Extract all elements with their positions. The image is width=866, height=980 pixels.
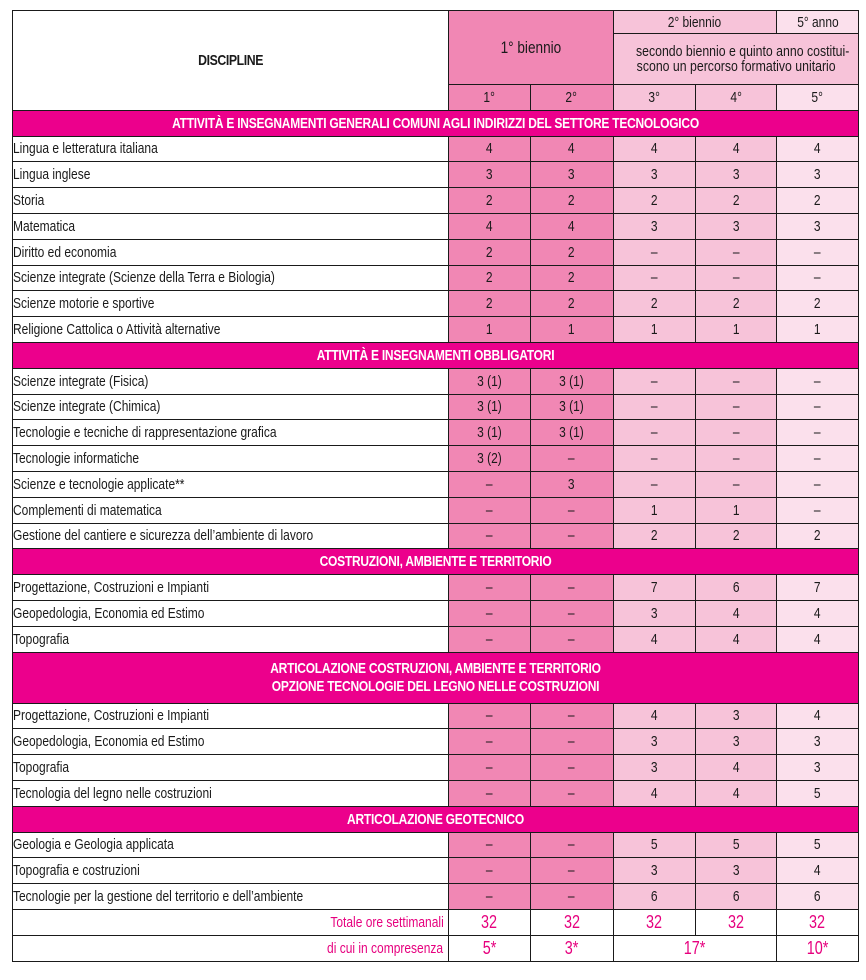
copresence-label: di cui in compresenza (13, 935, 449, 961)
hours-year-5: – (776, 420, 858, 446)
table-row (13, 703, 859, 729)
hours-year-5: 3 (776, 162, 858, 188)
subject-name: Matematica (13, 213, 449, 239)
hours-year-4: 3 (695, 162, 776, 188)
subject-name: Tecnologia del legno nelle costruzioni (13, 780, 449, 806)
hours-year-2: – (530, 600, 613, 626)
weekly-total-value: 32 (448, 909, 530, 935)
hours-year-2: – (530, 729, 613, 755)
table-row (13, 291, 859, 317)
hours-year-2: – (530, 626, 613, 652)
hours-year-1: – (448, 626, 530, 652)
hours-year-5: 4 (776, 858, 858, 884)
hours-year-1: 3 (448, 162, 530, 188)
hours-year-3: 3 (613, 600, 695, 626)
table-row (13, 626, 859, 652)
table-row (13, 523, 859, 549)
subject-name: Tecnologie e tecniche di rappresentazione grafica (13, 420, 449, 446)
subject-name: Diritto ed economia (13, 239, 449, 265)
hours-year-5: 3 (776, 755, 858, 781)
section-header (13, 549, 859, 575)
table-row (13, 394, 859, 420)
copresence-years-3-4: 17* (613, 935, 776, 961)
weekly-total-label: Totale ore settimanali (13, 909, 449, 935)
hours-year-3: 3 (613, 729, 695, 755)
first-biennio-header: 1° biennio (448, 11, 613, 85)
hours-year-3: 6 (613, 884, 695, 910)
hours-year-2: 1 (530, 317, 613, 343)
hours-year-5: – (776, 471, 858, 497)
section-header (13, 652, 859, 703)
hours-year-1: – (448, 523, 530, 549)
hours-year-3: 4 (613, 136, 695, 162)
table-body (13, 110, 859, 909)
weekly-total-value: 32 (530, 909, 613, 935)
table-row (13, 162, 859, 188)
hours-year-3: – (613, 471, 695, 497)
hours-year-3: 7 (613, 575, 695, 601)
hours-year-1: – (448, 884, 530, 910)
hours-year-5: 3 (776, 729, 858, 755)
hours-year-4: 6 (695, 575, 776, 601)
hours-year-1: – (448, 600, 530, 626)
copresence-year-2: 3* (530, 935, 613, 961)
table-row (13, 471, 859, 497)
year-5-header: 5° (776, 85, 858, 111)
table-row (13, 213, 859, 239)
table-row (13, 575, 859, 601)
hours-year-4: – (695, 368, 776, 394)
hours-year-1: – (448, 832, 530, 858)
hours-year-2: – (530, 703, 613, 729)
hours-year-2: 4 (530, 213, 613, 239)
hours-year-4: 4 (695, 136, 776, 162)
hours-year-3: 4 (613, 780, 695, 806)
table-row (13, 188, 859, 214)
section-header (13, 806, 859, 832)
discipline-header: DISCIPLINE (13, 11, 449, 111)
section-subtitle: OPZIONE TECNOLOGIE DEL LEGNO NELLE COSTRUZIONI (271, 677, 600, 695)
hours-year-2: – (530, 884, 613, 910)
section-title-cell (13, 342, 859, 368)
hours-year-5: 5 (776, 832, 858, 858)
subject-name: Geopedologia, Economia ed Estimo (13, 600, 449, 626)
table-row (13, 729, 859, 755)
year-3-header: 3° (613, 85, 695, 111)
hours-year-2: – (530, 832, 613, 858)
hours-year-1: – (448, 703, 530, 729)
hours-year-3: – (613, 265, 695, 291)
hours-year-1: – (448, 858, 530, 884)
copresence-row (13, 935, 859, 961)
hours-year-1: 2 (448, 291, 530, 317)
hours-year-4: – (695, 265, 776, 291)
subject-name: Scienze motorie e sportive (13, 291, 449, 317)
hours-year-4: 3 (695, 213, 776, 239)
hours-year-5: – (776, 239, 858, 265)
hours-year-3: 3 (613, 858, 695, 884)
copresence-year-5: 10* (776, 935, 858, 961)
hours-year-1: 3 (1) (448, 420, 530, 446)
hours-year-4: 2 (695, 188, 776, 214)
hours-year-1: 4 (448, 136, 530, 162)
hours-year-5: 4 (776, 703, 858, 729)
subject-name: Progettazione, Costruzioni e Impianti (13, 703, 449, 729)
hours-year-5: – (776, 265, 858, 291)
subject-name: Topografia e costruzioni (13, 858, 449, 884)
hours-year-3: 2 (613, 291, 695, 317)
hours-year-3: 5 (613, 832, 695, 858)
hours-year-5: 4 (776, 600, 858, 626)
copresence-year-1: 5* (448, 935, 530, 961)
fifth-year-header: 5° anno (776, 11, 858, 34)
hours-year-1: 2 (448, 265, 530, 291)
hours-year-3: 3 (613, 162, 695, 188)
subject-name: Complementi di matematica (13, 497, 449, 523)
table-row (13, 265, 859, 291)
hours-year-5: 2 (776, 188, 858, 214)
hours-year-1: – (448, 497, 530, 523)
section-header (13, 342, 859, 368)
hours-year-5: 7 (776, 575, 858, 601)
hours-year-2: 4 (530, 136, 613, 162)
table-row (13, 317, 859, 343)
hours-year-3: – (613, 239, 695, 265)
hours-year-4: 5 (695, 832, 776, 858)
hours-year-1: 3 (1) (448, 394, 530, 420)
hours-year-3: 1 (613, 317, 695, 343)
hours-year-1: – (448, 755, 530, 781)
hours-year-3: – (613, 420, 695, 446)
hours-year-5: 4 (776, 626, 858, 652)
hours-year-3: 1 (613, 497, 695, 523)
hours-year-1: 3 (1) (448, 368, 530, 394)
hours-year-2: – (530, 780, 613, 806)
hours-year-5: 5 (776, 780, 858, 806)
hours-year-1: 2 (448, 188, 530, 214)
section-title: ATTIVITÀ E INSEGNAMENTI OBBLIGATORI (316, 346, 555, 364)
second-biennio-header: 2° biennio (613, 11, 776, 34)
hours-year-4: 1 (695, 317, 776, 343)
hours-year-2: – (530, 575, 613, 601)
hours-year-4: 2 (695, 291, 776, 317)
hours-year-3: – (613, 368, 695, 394)
hours-year-2: 3 (530, 471, 613, 497)
section-title: ARTICOLAZIONE COSTRUZIONI, AMBIENTE E TERRITORIO (270, 659, 601, 677)
subject-name: Geopedologia, Economia ed Estimo (13, 729, 449, 755)
hours-year-1: 4 (448, 213, 530, 239)
subject-name: Lingua e letteratura italiana (13, 136, 449, 162)
hours-year-2: – (530, 755, 613, 781)
table-row (13, 858, 859, 884)
hours-year-3: 3 (613, 213, 695, 239)
hours-year-5: 1 (776, 317, 858, 343)
hours-year-3: 3 (613, 755, 695, 781)
table-row (13, 420, 859, 446)
subject-name: Religione Cattolica o Attività alternative (13, 317, 449, 343)
hours-year-3: 2 (613, 523, 695, 549)
hours-year-1: – (448, 729, 530, 755)
hours-year-5: 4 (776, 136, 858, 162)
hours-year-4: 1 (695, 497, 776, 523)
year-1-header: 1° (448, 85, 530, 111)
unitary-path-note: secondo biennio e quinto anno costitui- scono un percorso formativo unitario (613, 34, 858, 85)
hours-year-4: 3 (695, 703, 776, 729)
hours-year-1: 1 (448, 317, 530, 343)
year-2-header: 2° (530, 85, 613, 111)
hours-year-4: 4 (695, 600, 776, 626)
hours-year-3: 4 (613, 626, 695, 652)
table-row (13, 446, 859, 472)
subject-name: Progettazione, Costruzioni e Impianti (13, 575, 449, 601)
subject-name: Scienze integrate (Chimica) (13, 394, 449, 420)
hours-year-2: 2 (530, 188, 613, 214)
hours-year-4: – (695, 394, 776, 420)
hours-year-4: 6 (695, 884, 776, 910)
hours-year-5: 6 (776, 884, 858, 910)
hours-year-5: – (776, 446, 858, 472)
hours-year-2: 3 (1) (530, 394, 613, 420)
subject-name: Storia (13, 188, 449, 214)
hours-year-2: – (530, 446, 613, 472)
section-title: COSTRUZIONI, AMBIENTE E TERRITORIO (319, 553, 552, 571)
hours-year-2: – (530, 523, 613, 549)
hours-year-2: 2 (530, 239, 613, 265)
hours-year-2: 3 (1) (530, 420, 613, 446)
hours-year-5: – (776, 394, 858, 420)
hours-year-5: – (776, 497, 858, 523)
hours-year-2: 2 (530, 265, 613, 291)
subject-name: Scienze integrate (Fisica) (13, 368, 449, 394)
table-row (13, 755, 859, 781)
hours-year-4: 3 (695, 858, 776, 884)
section-title: ATTIVITÀ E INSEGNAMENTI GENERALI COMUNI AGLI INDIRIZZI DEL SETTORE TECNOLOGICO (172, 114, 699, 132)
subject-name: Tecnologie informatiche (13, 446, 449, 472)
section-title: ARTICOLAZIONE GEOTECNICO (347, 810, 524, 828)
hours-year-3: – (613, 446, 695, 472)
subject-name: Tecnologie per la gestione del territorio e dell’ambiente (13, 884, 449, 910)
hours-year-4: – (695, 420, 776, 446)
table-row (13, 780, 859, 806)
table-row (13, 136, 859, 162)
table-row (13, 884, 859, 910)
table-row (13, 239, 859, 265)
hours-year-1: 3 (2) (448, 446, 530, 472)
weekly-total-row (13, 909, 859, 935)
subject-name: Scienze integrate (Scienze della Terra e Biologia) (13, 265, 449, 291)
hours-year-4: 2 (695, 523, 776, 549)
hours-year-4: – (695, 471, 776, 497)
hours-year-5: – (776, 368, 858, 394)
weekly-total-value: 32 (695, 909, 776, 935)
hours-year-2: 3 (530, 162, 613, 188)
section-title-cell (13, 806, 859, 832)
hours-year-4: – (695, 446, 776, 472)
table-row (13, 368, 859, 394)
hours-year-3: 2 (613, 188, 695, 214)
hours-year-2: 3 (1) (530, 368, 613, 394)
hours-year-3: 4 (613, 703, 695, 729)
curriculum-table (12, 10, 859, 962)
hours-year-4: 4 (695, 780, 776, 806)
hours-year-4: 4 (695, 626, 776, 652)
weekly-total-value: 32 (613, 909, 695, 935)
hours-year-1: – (448, 471, 530, 497)
hours-year-2: 2 (530, 291, 613, 317)
year-4-header: 4° (695, 85, 776, 111)
section-title-cell (13, 549, 859, 575)
hours-year-1: – (448, 780, 530, 806)
weekly-total-value: 32 (776, 909, 858, 935)
table-row (13, 497, 859, 523)
table-row (13, 832, 859, 858)
hours-year-5: 2 (776, 523, 858, 549)
subject-name: Geologia e Geologia applicata (13, 832, 449, 858)
subject-name: Gestione del cantiere e sicurezza dell’ambiente di lavoro (13, 523, 449, 549)
subject-name: Topografia (13, 626, 449, 652)
subject-name: Lingua inglese (13, 162, 449, 188)
hours-year-2: – (530, 858, 613, 884)
table-row (13, 600, 859, 626)
subject-name: Scienze e tecnologie applicate** (13, 471, 449, 497)
hours-year-5: 2 (776, 291, 858, 317)
section-header (13, 110, 859, 136)
hours-year-2: – (530, 497, 613, 523)
hours-year-4: 4 (695, 755, 776, 781)
hours-year-4: – (695, 239, 776, 265)
hours-year-1: 2 (448, 239, 530, 265)
section-title-cell (13, 110, 859, 136)
hours-year-4: 3 (695, 729, 776, 755)
hours-year-3: – (613, 394, 695, 420)
hours-year-5: 3 (776, 213, 858, 239)
subject-name: Topografia (13, 755, 449, 781)
section-title-cell (13, 652, 859, 703)
hours-year-1: – (448, 575, 530, 601)
